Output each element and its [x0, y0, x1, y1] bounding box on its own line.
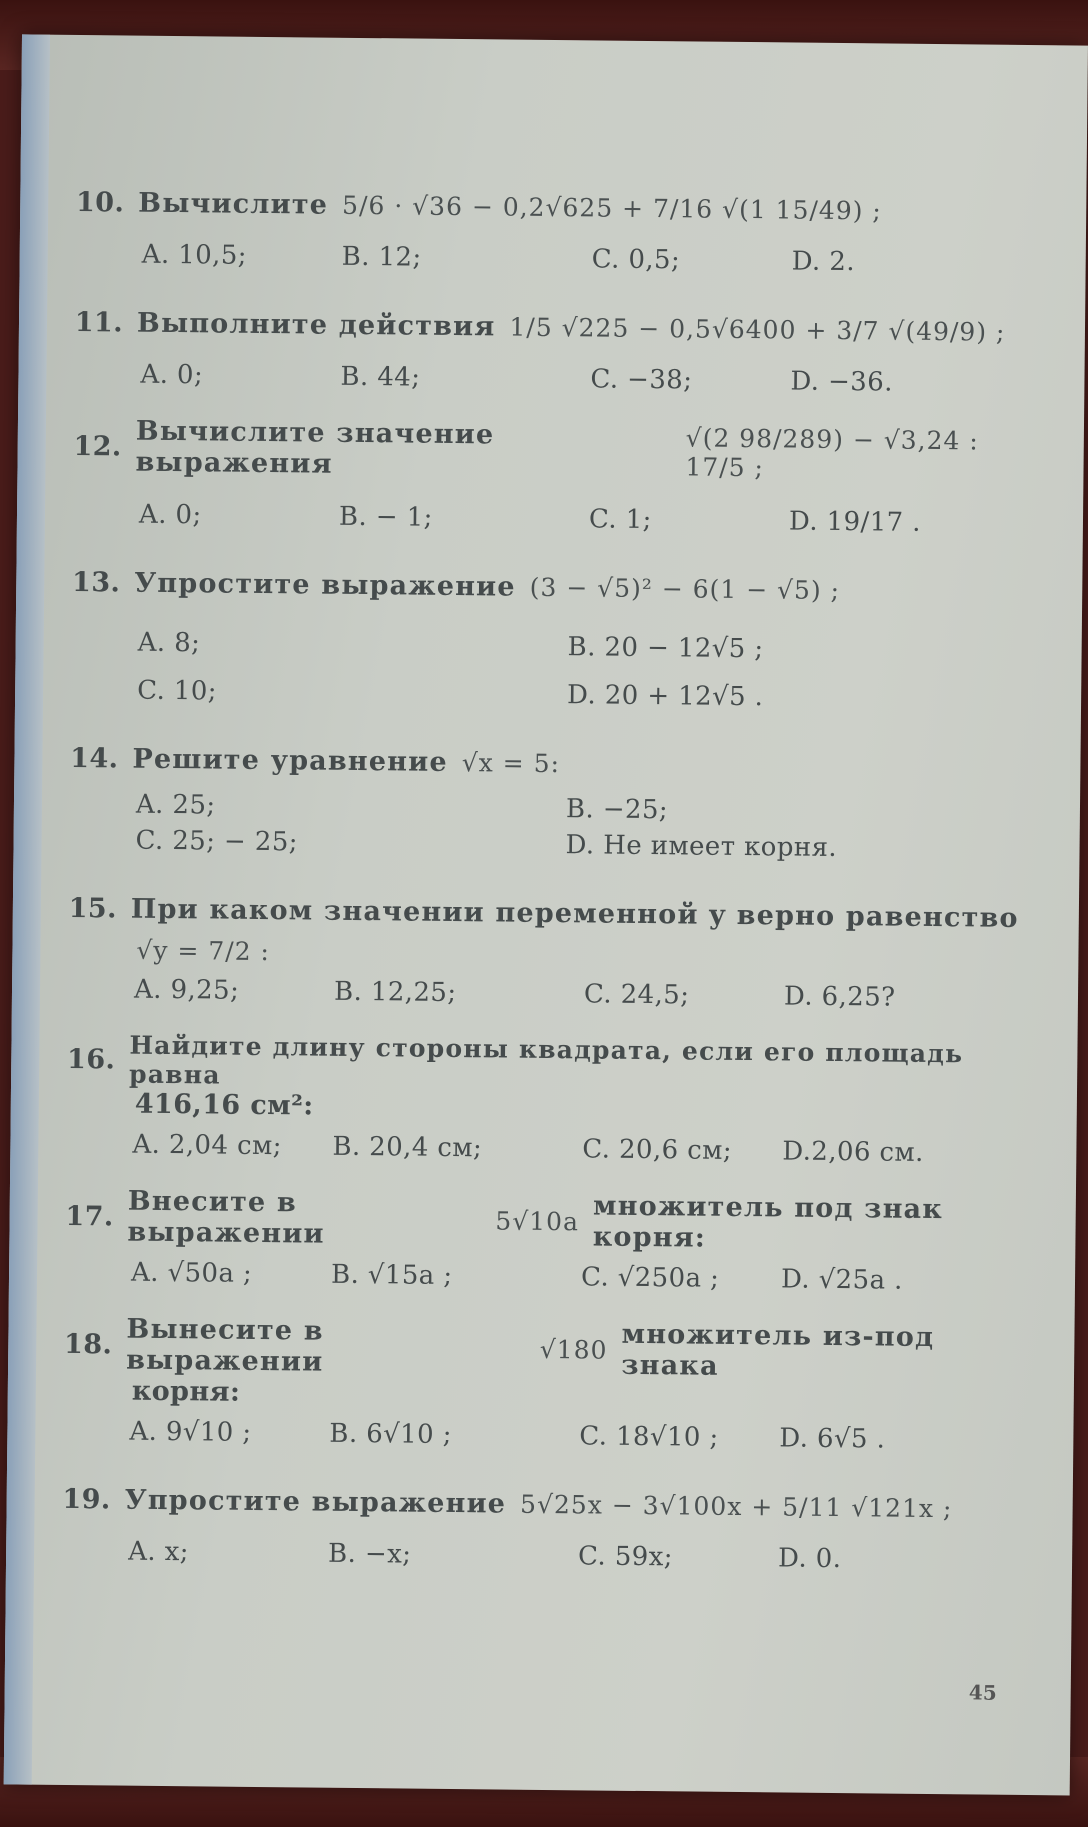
option-b: B. − 1; — [338, 501, 433, 533]
option-a: A. x; — [127, 1536, 190, 1568]
option-c: C. −38; — [590, 364, 693, 396]
option-d: D. Не имеет корня. — [565, 830, 838, 863]
option-d: D. −36. — [790, 366, 893, 398]
question-number: 17. — [65, 1200, 114, 1232]
question-text: Вычислите — [138, 187, 329, 221]
option-a: A. 2,04 см; — [132, 1129, 282, 1162]
question-12 — [65, 415, 1046, 539]
question-11 — [66, 295, 1047, 399]
question-expression: √180 — [539, 1334, 608, 1365]
question-14 — [61, 731, 1042, 865]
option-a: A. 0; — [140, 359, 204, 391]
option-a: A. 10,5; — [141, 239, 248, 271]
answer-options — [65, 499, 1045, 539]
option-d: D. √25a . — [780, 1264, 903, 1296]
question-number: 11. — [74, 306, 124, 338]
question-number: 12. — [73, 430, 122, 462]
page-number: 45 — [968, 1680, 997, 1705]
question-list — [54, 175, 1049, 1602]
question-17 — [57, 1185, 1038, 1297]
question-text: Решите уравнение — [132, 743, 448, 778]
option-c: C. 10; — [137, 675, 218, 707]
option-c: C. 25; − 25; — [135, 825, 299, 858]
option-d: D. 2. — [791, 246, 856, 278]
answer-options — [55, 1416, 1035, 1456]
question-number: 16. — [66, 1043, 116, 1075]
option-d: D. 6,25? — [783, 981, 896, 1013]
option-c: C. 18√10 ; — [579, 1421, 719, 1453]
book-spine — [4, 34, 50, 1784]
answer-options — [54, 1536, 1034, 1576]
book-page — [4, 34, 1088, 1795]
option-b: B. 20 − 12√5 ; — [567, 632, 764, 665]
answer-options — [63, 627, 1044, 715]
question-expression: 5√25x − 3√100x + 5/11 √121x ; — [520, 1489, 953, 1523]
question-number: 10. — [75, 186, 125, 218]
question-continuation: 416,16 см²: — [134, 1088, 314, 1122]
question-text: Внесите в выражении — [127, 1185, 325, 1250]
question-text: Вычислите значение выражения — [135, 415, 495, 480]
question-text-tail: множитель под знак корня: — [592, 1190, 944, 1254]
option-b: B. −25; — [565, 794, 669, 826]
question-text: При каком значении переменной y верно равенство — [130, 893, 1019, 934]
option-b: B. 12,25; — [333, 976, 457, 1009]
question-16 — [58, 1030, 1039, 1169]
question-expression: 1/5 √225 − 0,5√6400 + 3/7 √(49/9) ; — [509, 312, 1006, 347]
option-b: B. 12; — [341, 241, 422, 273]
answer-options — [61, 789, 1042, 865]
option-d: D. 0. — [777, 1543, 842, 1575]
option-c: C. √250a ; — [580, 1262, 720, 1294]
question-expression: √(2 98/289) − √3,24 : 17/5 ; — [685, 423, 979, 483]
answer-options — [57, 1257, 1037, 1297]
question-text: Упростите выражение — [134, 567, 516, 603]
question-expression: √x = 5: — [461, 747, 561, 778]
question-text: Найдите длину стороны квадрата, если его площадь равна — [128, 1030, 964, 1090]
question-number: 19. — [62, 1483, 111, 1515]
option-d: D. 19/17 . — [788, 506, 922, 538]
question-number: 14. — [70, 742, 119, 774]
option-c: C. 24,5; — [583, 979, 690, 1011]
answer-options — [58, 1129, 1038, 1169]
question-expression: (3 − √5)² − 6(1 − √5) ; — [529, 572, 841, 605]
question-13 — [63, 555, 1045, 715]
option-d: D.2,06 см. — [782, 1136, 924, 1168]
answer-options — [68, 239, 1048, 279]
option-c: C. 59x; — [577, 1541, 674, 1573]
option-a: A. 0; — [138, 499, 202, 531]
option-a: A. 9√10 ; — [129, 1416, 252, 1448]
option-d: D. 20 + 12√5 . — [566, 680, 764, 713]
option-b: B. −x; — [327, 1538, 412, 1570]
question-18 — [55, 1313, 1036, 1456]
question-15 — [60, 881, 1041, 1014]
question-19 — [54, 1472, 1035, 1576]
question-continuation: корня: — [131, 1375, 241, 1408]
option-b: B. 44; — [340, 361, 421, 393]
answer-options — [66, 359, 1046, 399]
question-number: 18. — [63, 1328, 113, 1360]
option-a: A. 8; — [137, 627, 201, 659]
option-b: B. √15a ; — [330, 1259, 453, 1291]
question-text-tail: множитель из-под знака — [621, 1318, 935, 1382]
option-c: C. 20,6 см; — [582, 1134, 733, 1166]
option-a: A. 9,25; — [133, 974, 240, 1006]
option-a: A. 25; — [135, 789, 216, 821]
answer-options — [60, 974, 1040, 1014]
question-number: 13. — [71, 566, 121, 598]
question-text: Упростите выражение — [124, 1484, 507, 1520]
option-d: D. 6√5 . — [779, 1423, 886, 1455]
question-text: Вынесите в выражении — [125, 1313, 325, 1378]
option-c: C. 0,5; — [591, 244, 681, 276]
question-number: 15. — [68, 892, 118, 924]
option-a: A. √50a ; — [130, 1257, 253, 1289]
question-10 — [68, 175, 1049, 279]
question-expression: 5√10a — [495, 1205, 580, 1236]
question-text: Выполните действия — [136, 307, 496, 342]
question-expression: √y = 7/2 : — [136, 935, 271, 967]
option-b: B. 20,4 см; — [332, 1131, 483, 1164]
option-c: C. 1; — [588, 504, 652, 536]
question-expression: 5/6 · √36 − 0,2√625 + 7/16 √(1 15/49) ; — [342, 190, 882, 225]
option-b: B. 6√10 ; — [329, 1418, 453, 1450]
